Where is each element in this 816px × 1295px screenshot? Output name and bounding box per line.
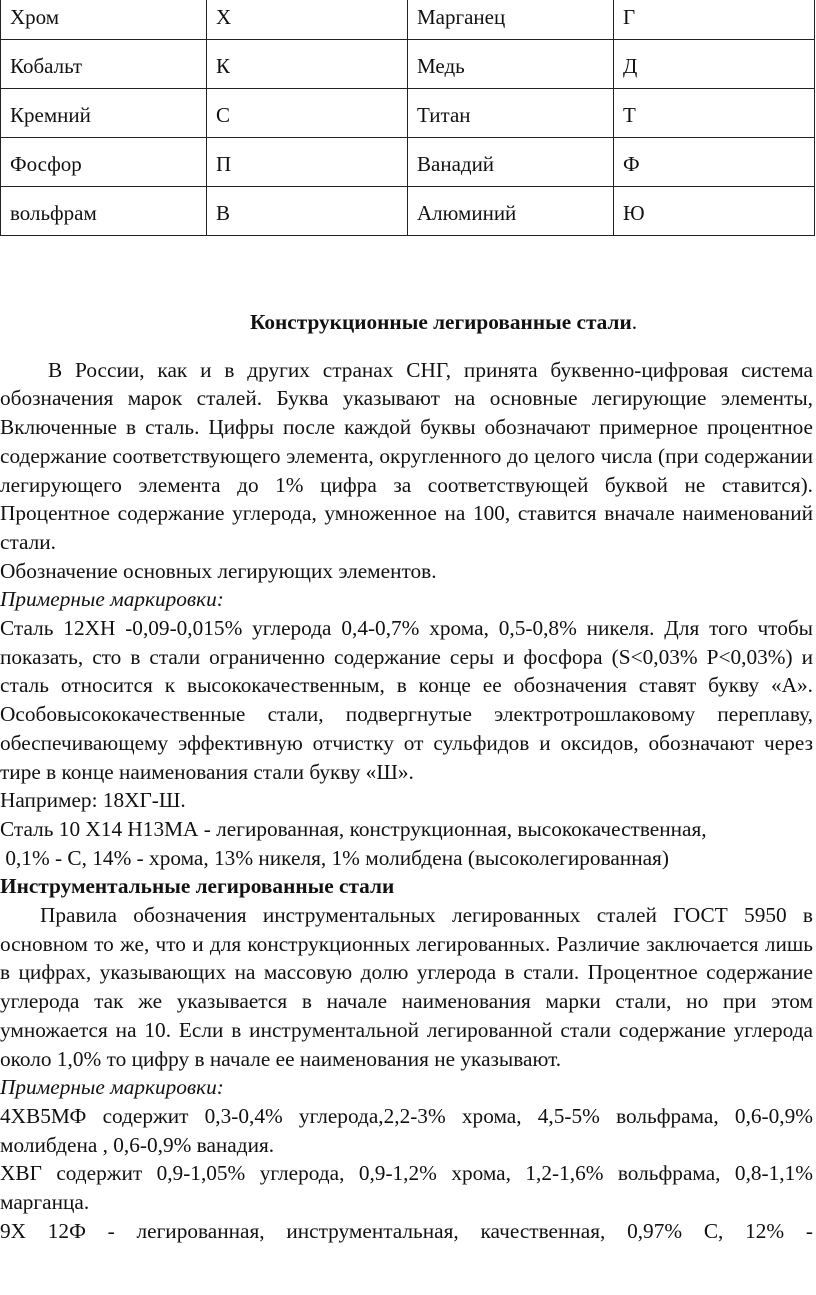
table-row [1, 187, 815, 236]
body-text [0, 308, 813, 1246]
examples-label-tool: Примерные маркировки: [0, 1075, 224, 1100]
paragraph-tool-example: ХВГ содержит 0,9-1,05% углерода, 0,9-1,2% хрома, 1,2-1,6% вольфрама, 0,8-1,1% марганца. [0, 1161, 813, 1215]
table-cell: Ф [614, 138, 815, 187]
table-cell: П [207, 138, 408, 187]
paragraph-intro: В России, как и в других странах СНГ, принята буквенно-цифровая система обозначения марок сталей. Буква указывают на основные легирующие элементы, Включенные в сталь. Цифры после каждой буквы обозначают примерное процентное содержание соответствующего элемента, округленного до целого числа (при содержании легирующего элемента до 1% цифра за соответствующей буквой не ставится). Процентное содержание углерода, умноженное на 100, ставится вначале наименований стали. [0, 357, 813, 554]
paragraph-example-steel-composition: 0,1% - С, 14% - хрома, 13% никеля, 1% молибдена (высоколегированная) [0, 845, 669, 870]
table-cell: Фосфор [1, 138, 207, 187]
table-cell: Д [614, 40, 815, 89]
paragraph-tool-intro: Правила обозначения инструментальных легированных сталей ГОСТ 5950 в основном то же, что и для конструкционных легированных. Различие заключается лишь в цифрах, указывающих на массовую долю углерода в стали. Процентное содержание углерода так же указывается в начале наименования марки стали, но при этом умножается на 10. Если в инструментальной легированной стали содержание углерода около 1,0% то цифру в начале ее наименования не указывают. [0, 903, 813, 1071]
table-cell: Т [614, 89, 815, 138]
title-period: . [631, 310, 638, 334]
paragraph-example-short: Например: 18ХГ-Ш. [0, 788, 186, 813]
paragraph-designation: Обозначение основных легирующих элементов. [0, 558, 437, 583]
table-cell: В [207, 187, 408, 236]
paragraph-example: Сталь 12ХН -0,09-0,015% углерода 0,4-0,7% хрома, 0,5-0,8% никеля. Для того чтобы показать, сто в стали ограниченно содержание серы и фосфора (S<0,03% P<0,03%) и сталь относится к высококачественным, в конце ее обозначения ставят букву «А». Особовысококачественные стали, подвергнутые электротрошлаковому переплаву, обеспечивающему эффективную отчистку от сульфидов и оксидов, обозначают через тире в конце наименования стали букву «Ш». [0, 616, 813, 784]
table-cell: Ванадий [408, 138, 614, 187]
table-cell: Х [207, 0, 408, 40]
table-cell: С [207, 89, 408, 138]
section-title-structural [0, 308, 813, 337]
table-cell: Хром [1, 0, 207, 40]
table-cell: Г [614, 0, 815, 40]
examples-label: Примерные маркировки: [0, 587, 224, 612]
table-cell: вольфрам [1, 187, 207, 236]
table-row [1, 0, 815, 40]
section-title-text: Конструкционные легированные стали [250, 310, 632, 334]
table-cell: Ю [614, 187, 815, 236]
table-cell: Титан [408, 89, 614, 138]
table-cell: Кремний [1, 89, 207, 138]
table-cell: К [207, 40, 408, 89]
paragraph-tool-example: 4ХВ5МФ содержит 0,3-0,4% углерода,2,2-3% хрома, 4,5-5% вольфрама, 0,6-0,9% молибдена , 0,6-0,9% ванадия. [0, 1103, 813, 1157]
section-title-tool: Инструментальные легированные стали [0, 874, 395, 899]
paragraph-example-steel: Сталь 10 Х14 Н13МА - легированная, конструкционная, высококачественная, [0, 816, 707, 841]
table-cell: Алюминий [408, 187, 614, 236]
paragraph-tool-example: 9Х 12Ф - легированная, инструментальная, качественная, 0,97% С, 12% - [0, 1218, 813, 1243]
table-row [1, 40, 815, 89]
table-row [1, 89, 815, 138]
table-cell: Марганец [408, 0, 614, 40]
table-cell: Медь [408, 40, 614, 89]
alloying-elements-table [0, 0, 815, 236]
table-cell: Кобальт [1, 40, 207, 89]
table-row [1, 138, 815, 187]
